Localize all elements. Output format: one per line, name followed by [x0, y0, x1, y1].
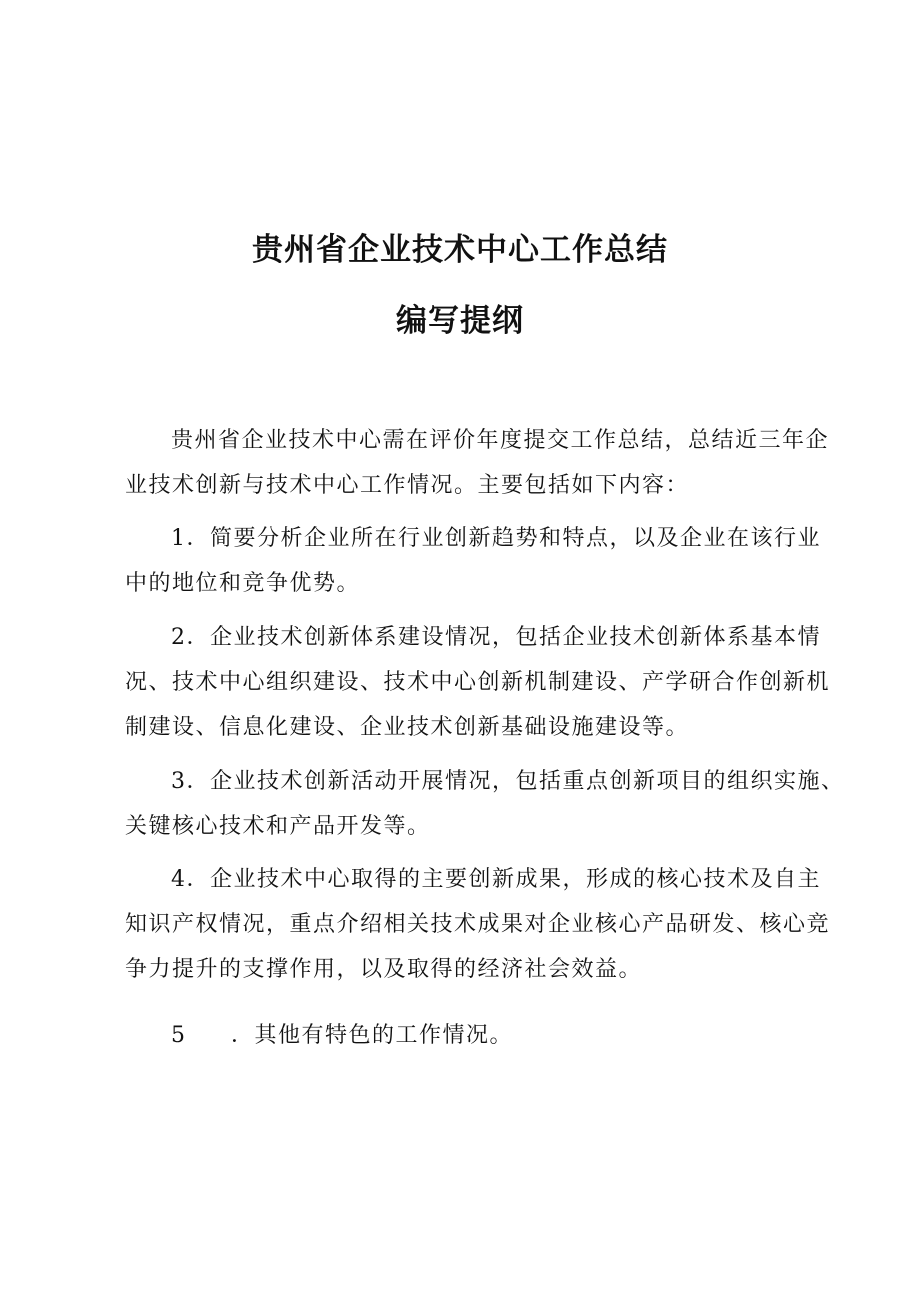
list-item-line: 2．企业技术创新体系建设情况，包括企业技术创新体系基本情: [171, 625, 821, 650]
list-item-line: 制建设、信息化建设、企业技术创新基础设施建设等。: [125, 715, 690, 740]
list-item-3: [125, 759, 845, 849]
document-subtitle: 编写提纲: [396, 303, 524, 339]
list-item-line: 知识产权情况，重点介绍相关技术成果对企业核心产品研发、核心竞: [125, 912, 831, 937]
list-item-number: 5: [171, 1023, 187, 1048]
list-item-line: 中的地位和竞争优势。: [125, 571, 361, 596]
list-item-4: [125, 857, 831, 992]
list-item-line: 1．简要分析企业所在行业创新趋势和特点，以及企业在该行业: [171, 526, 821, 551]
list-item-line: 况、技术中心组织建设、技术中心创新机制建设、产学研合作创新机: [125, 670, 831, 695]
list-item-1: [125, 516, 825, 606]
list-item-line: 3．企业技术创新活动开展情况，包括重点创新项目的组织实施、: [171, 769, 845, 794]
list-item-line: 4．企业技术中心取得的主要创新成果，形成的核心技术及自主: [171, 867, 821, 892]
list-item-text: ．其他有特色的工作情况。: [231, 1023, 514, 1048]
list-item-2: [125, 615, 831, 750]
document-title: 贵州省企业技术中心工作总结: [252, 232, 668, 268]
intro-paragraph: [125, 418, 830, 508]
list-item-line: 争力提升的支撑作用，以及取得的经济社会效益。: [125, 957, 643, 982]
intro-line: 业技术创新与技术中心工作情况。主要包括如下内容：: [125, 473, 690, 498]
intro-line: 贵州省企业技术中心需在评价年度提交工作总结，总结近三年企: [171, 428, 830, 453]
list-item-line: 关键核心技术和产品开发等。: [125, 814, 431, 839]
list-item-line: [125, 1013, 825, 1058]
list-item-5: [125, 1013, 825, 1058]
